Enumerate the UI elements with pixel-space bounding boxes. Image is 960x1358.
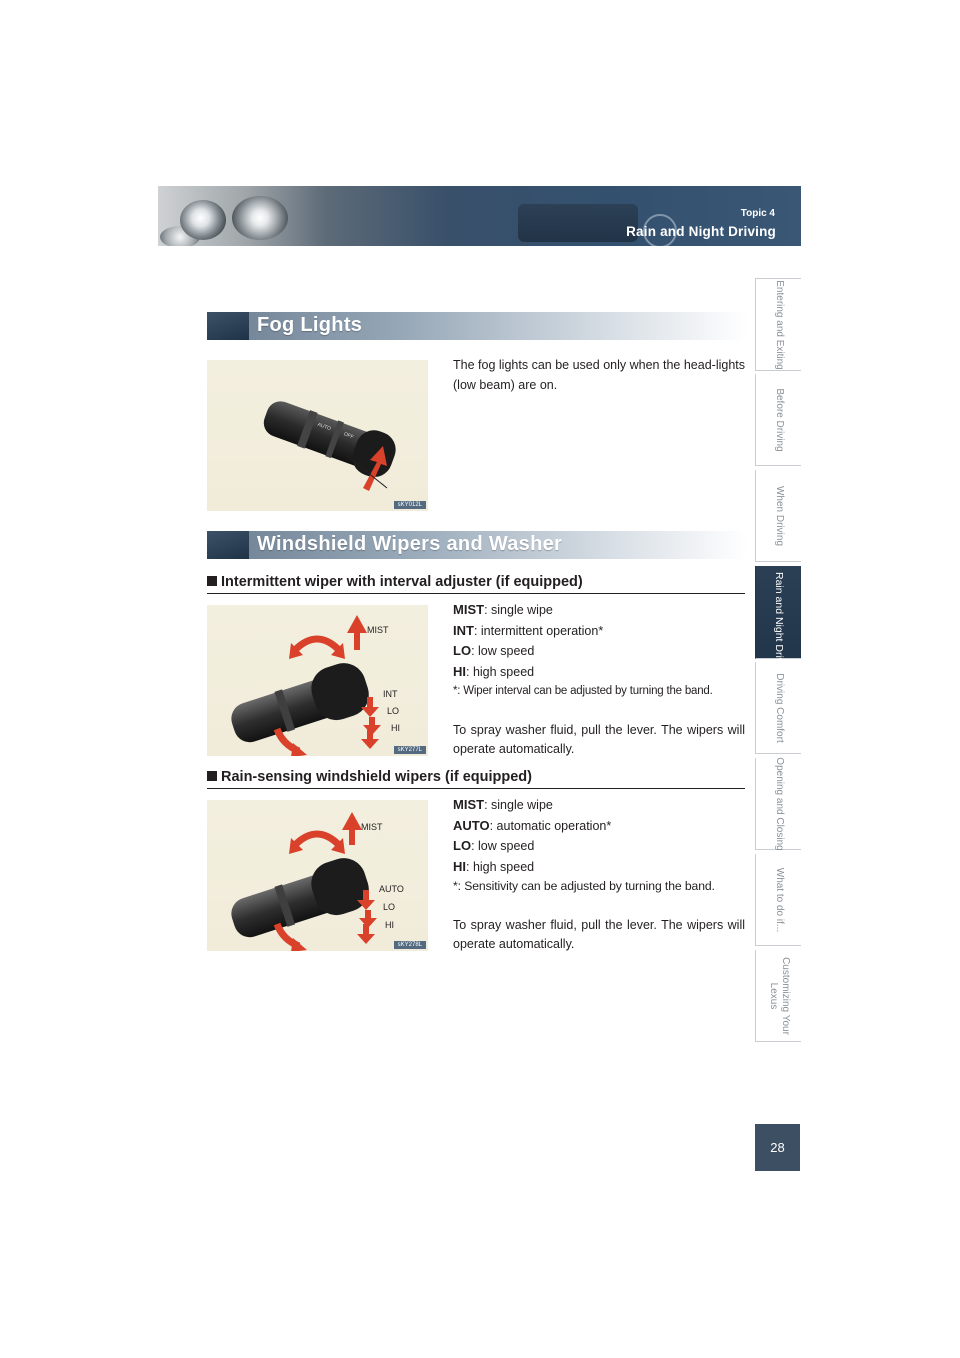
tab-what-to-do-if[interactable]: What to do if... — [755, 854, 801, 946]
list-item: MIST: single wipe — [453, 797, 553, 812]
page-title: Rain and Night Driving — [626, 224, 776, 239]
svg-text:OFF: OFF — [342, 431, 355, 441]
section-heading-wipers — [207, 531, 747, 559]
section-heading-text: Windshield Wipers and Washer — [257, 533, 563, 555]
lo-label: LO — [383, 902, 396, 912]
hi-label: HI — [391, 723, 400, 733]
svg-text:AUTO: AUTO — [316, 421, 332, 433]
rain-sensing-settings-list — [453, 795, 745, 955]
tab-customizing-your-lexus[interactable]: Customizing Your Lexus — [755, 950, 801, 1042]
square-bullet-icon — [207, 771, 217, 781]
intermittent-wiper-illustration — [207, 605, 428, 756]
tab-rain-and-night-driving[interactable]: Rain and Night Driving — [755, 566, 801, 659]
image-code: sKY012L — [394, 501, 426, 509]
page-number: 28 — [755, 1124, 800, 1171]
headlamp-image — [180, 200, 226, 240]
tab-driving-comfort[interactable]: Driving Comfort — [755, 662, 801, 754]
list-item: INT: intermittent operation* — [453, 622, 604, 638]
subheading-intermittent: Intermittent wiper with interval adjuster (if equipped) — [207, 574, 745, 594]
list-item: MIST: single wipe — [453, 602, 553, 617]
list-item: LO: low speed — [453, 838, 535, 853]
list-item: AUTO: automatic operation* — [453, 817, 612, 833]
list-item: HI: high speed — [453, 663, 535, 679]
topic-label: Topic 4 — [740, 208, 775, 219]
intermittent-settings-list — [453, 600, 745, 760]
fog-light-switch-illustration — [207, 360, 428, 511]
subheading-rain-sensing: Rain-sensing windshield wipers (if equipped) — [207, 769, 745, 789]
washer-description: To spray washer fluid, pull the lever. The wipers will operate automatically. — [453, 917, 745, 951]
header-banner — [158, 186, 801, 246]
image-code: sKY277L — [394, 746, 426, 754]
hi-label: HI — [385, 920, 394, 930]
square-bullet-icon — [207, 576, 217, 586]
headlamp-image — [232, 196, 288, 240]
footnote: *: Wiper interval can be adjusted by turning the band. — [453, 685, 713, 697]
washer-description: To spray washer fluid, pull the lever. The wipers will operate automatically. — [453, 722, 745, 756]
mist-label: MIST — [361, 822, 383, 832]
dashboard-image — [518, 204, 638, 242]
tab-when-driving[interactable]: When Driving — [755, 470, 801, 562]
footnote: *: Sensitivity can be adjusted by turning the band. — [453, 879, 715, 893]
image-code: sKY278L — [394, 941, 426, 949]
list-item: LO: low speed — [453, 643, 535, 658]
int-label: INT — [383, 689, 398, 699]
auto-label: AUTO — [379, 884, 404, 894]
fog-lights-description: The fog lights can be used only when the head-lights (low beam) are on. — [453, 358, 745, 392]
tab-entering-and-exiting[interactable]: Entering and Exiting — [755, 278, 801, 371]
section-heading-text: Fog Lights — [257, 314, 363, 336]
rain-sensing-wiper-illustration — [207, 800, 428, 951]
lo-label: LO — [387, 706, 400, 716]
section-heading-fog-lights — [207, 312, 747, 340]
list-item: HI: high speed — [453, 858, 535, 874]
tab-before-driving[interactable]: Before Driving — [755, 374, 801, 466]
mist-label: MIST — [367, 625, 389, 635]
tab-opening-and-closing[interactable]: Opening and Closing — [755, 758, 801, 850]
